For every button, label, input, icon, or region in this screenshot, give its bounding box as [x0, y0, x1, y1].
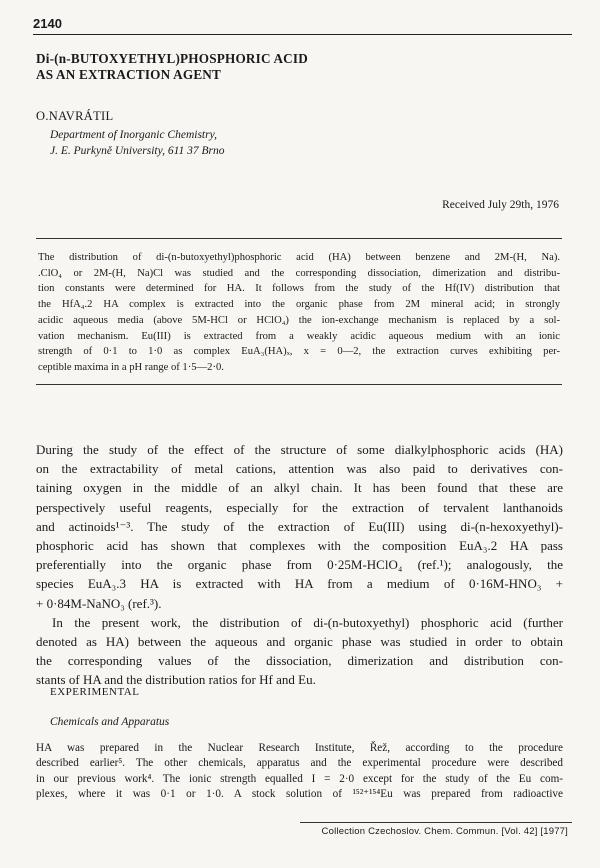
author-name: O.NAVRÁTIL: [36, 109, 114, 123]
body-line: plexes, where it was 0·1 or 1·0. A stock solution of ¹⁵²⁺¹⁵⁴Eu was prepared from radioactive: [36, 787, 563, 800]
body-line: the corresponding values of the dissociation, dimerization and distribution con-: [36, 653, 563, 669]
abstract-line: ceptible maxima in a pH range of 1·5—2·0.: [38, 361, 224, 373]
body-line: phosphoric acid has shown that complexes with the composition EuA₃.2 HA pass: [36, 538, 563, 554]
body-line: perspectively useful reagents, especially for the extraction of tervalent lanthanoids: [36, 499, 563, 515]
abstract-top-rule: [36, 238, 562, 239]
body-line: In the present work, the distribution of di-(n-butoxyethyl) phosphoric acid (further: [52, 614, 563, 630]
abstract-line: acidic aqueous media (above 5M-HCl or HClO₄) the ion-exchange mechanism is replaced by a sol-: [38, 314, 560, 326]
title-line: Di-(n-BUTOXYETHYL)PHOSPHORIC ACID: [36, 51, 308, 66]
affiliation-line: Department of Inorganic Chemistry,: [50, 129, 217, 141]
body-line: on the extractability of metal cations, attention was also paid to derivatives con-: [36, 461, 563, 477]
body-line: stants of HA and the distribution ratios for Hf and Eu.: [36, 672, 316, 688]
footer-rule: [300, 822, 572, 823]
abstract-bottom-rule: [36, 384, 562, 385]
abstract-line: strength of 0·1 to 1·0 as complex EuA₃(HA)ₓ, x = 0—2, the extraction curves exhibiting per-: [38, 346, 560, 358]
received-date: Received July 29th, 1976: [442, 199, 559, 211]
body-line: During the study of the effect of the structure of some dialkylphosphoric acids (HA): [36, 442, 563, 457]
abstract-line: vation mechanism. Eu(III) is extracted from a weakly acidic aqueous medium with an ionic: [38, 330, 560, 342]
experimental-text: [36, 741, 563, 802]
header-rule: [33, 34, 572, 35]
body-line: and actinoids¹⁻³. The study of the extraction of Eu(III) using di-(n-hexoxyethyl)-: [36, 518, 563, 534]
body-line: denoted as HA) between the aqueous and organic phase was studied in order to obtain: [36, 634, 563, 650]
body-line: described earlier⁵. The other chemicals, apparatus and the experimental procedure were described: [36, 757, 563, 770]
affiliation-line: J. E. Purkyně University, 611 37 Brno: [50, 145, 225, 157]
abstract-line: tion constants were determined for HA. It follows from the study of the Hf(IV) distribution that: [38, 283, 560, 295]
affiliation: [50, 127, 224, 159]
page-number: 2140: [33, 16, 62, 31]
abstract-line: The distribution of di-(n-butoxyethyl)phosphoric acid (HA) between benzene and 2M-(H, Na).: [38, 252, 560, 263]
abstract: [38, 250, 560, 376]
title-line: AS AN EXTRACTION AGENT: [36, 67, 222, 82]
abstract-line: the HfA₄.2 HA complex is extracted into the organic phase from 2M mineral acid; in strongly: [38, 299, 560, 311]
article-title: [36, 51, 576, 83]
abstract-line: .ClO₄ or 2M-(H, Na)Cl was studied and the corresponding dissociation, dimerization and distribu-: [38, 267, 560, 279]
body-line: species EuA₃.3 HA is extracted with HA from a medium of 0·16M-HNO₃ +: [36, 576, 563, 592]
section-heading: EXPERIMENTAL: [50, 686, 140, 698]
journal-footer: Collection Czechoslov. Chem. Commun. [Vol. 42] [1977]: [321, 826, 568, 837]
subsection-heading: Chemicals and Apparatus: [50, 716, 170, 728]
body-line: HA was prepared in the Nuclear Research Institute, Řež, according to the procedure: [36, 742, 563, 754]
body-line: in our previous work⁴. The ionic strength equalled I = 2·0 except for the study of the Eu com-: [36, 772, 563, 785]
introduction-text: [36, 440, 563, 690]
body-line: + 0·84M-NaNO₃ (ref.³).: [36, 595, 162, 611]
body-line: preferentially into the organic phase from 0·25M-HClO₄ (ref.¹); analogously, the: [36, 557, 563, 573]
body-line: taining oxygen in the middle of an alkyl chain. It has been found that these are: [36, 480, 563, 496]
